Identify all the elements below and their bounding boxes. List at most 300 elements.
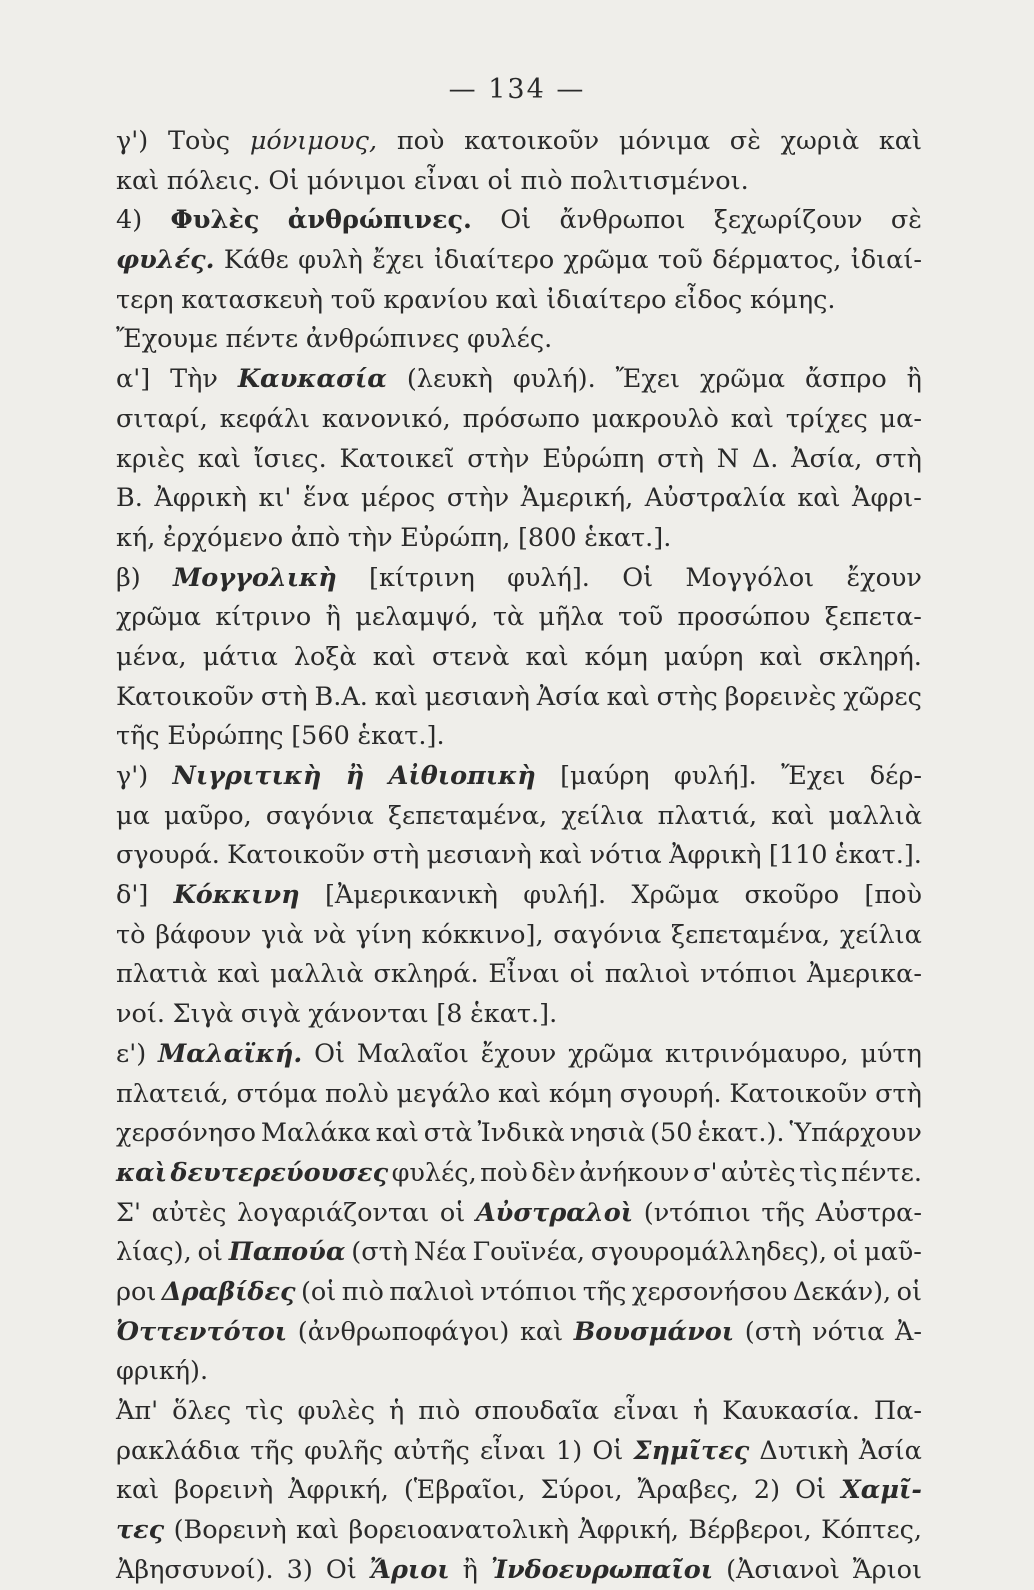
word: Ἀ-	[894, 1316, 922, 1347]
word: β)	[116, 562, 141, 593]
word: (στὴ	[351, 1237, 409, 1268]
word: στὴ	[875, 443, 922, 474]
word: τὴν	[347, 522, 393, 553]
word: παλιοὶ	[604, 959, 691, 990]
word: Δραβίδες	[161, 1276, 296, 1307]
word: μαῦρο,	[163, 800, 252, 831]
word: τοῦ	[330, 284, 376, 315]
word: παλιοὶ	[389, 1276, 475, 1307]
word: ἑκατ.].	[470, 999, 558, 1030]
word: τρίχες	[785, 403, 868, 434]
word: Ἀφρικὴ	[669, 840, 762, 871]
word: Μαλάκα	[260, 1118, 371, 1149]
word: (50	[650, 1118, 693, 1149]
word: Ἔχει	[615, 364, 681, 395]
word: χρῶμα	[699, 364, 785, 395]
word: Εὐρώπη	[542, 443, 645, 474]
word: καὶ	[797, 483, 841, 514]
word: λοξὰ	[293, 641, 357, 672]
word: κόμης.	[749, 284, 836, 315]
word: Οἱ	[592, 1435, 624, 1466]
text-line	[116, 797, 922, 837]
text-line	[116, 1035, 922, 1075]
word: φρική).	[116, 1356, 209, 1387]
word: [μαύρη	[560, 761, 650, 791]
text-line	[116, 1233, 922, 1273]
word: σκληρά.	[373, 959, 479, 990]
word: ἰδιαίτερο	[546, 284, 667, 315]
word: δ']	[116, 880, 149, 911]
word: κριὲς	[116, 443, 185, 474]
word: κόκκινο],	[421, 919, 544, 950]
word: λογαριάζονται	[237, 1197, 430, 1228]
word: δὲν	[531, 1157, 576, 1188]
text-line	[116, 479, 922, 519]
word: στὴ	[875, 1078, 922, 1109]
word: (στὴ	[744, 1316, 802, 1347]
word: πέντε.	[841, 1157, 922, 1188]
word: ἑκατ.].	[357, 721, 445, 752]
word: σγουρομάλληδες),	[590, 1237, 827, 1268]
word: δευτερεύουσες	[170, 1157, 389, 1188]
word: σγουρή.	[619, 1078, 722, 1109]
word: Ν	[716, 443, 739, 474]
word: Κόκκινη	[173, 880, 300, 911]
word: τὶς	[245, 1396, 284, 1426]
word: Ἰνδοευρωπαῖοι	[490, 1554, 714, 1585]
word: στενὰ	[431, 641, 510, 672]
word: Οἱ	[795, 1475, 826, 1506]
word: Κατοικεῖ	[339, 443, 455, 474]
word: Κόπτες,	[821, 1515, 922, 1546]
word: Ἀφρι-	[852, 483, 922, 514]
word: (οἱ	[300, 1276, 337, 1307]
word: Ἀσία	[858, 1435, 922, 1466]
word: Αὐστραλία	[644, 483, 786, 514]
word: μαύρη	[663, 641, 744, 672]
word: πολιτισμένοι.	[570, 165, 749, 196]
word: καὶ	[730, 403, 774, 434]
word: Οἱ	[325, 1554, 357, 1585]
word: μόνιμους,	[249, 126, 378, 156]
word: στὰ	[423, 1118, 473, 1149]
word: χείλια	[561, 800, 644, 831]
word: ἀνθρώπινες.	[287, 205, 472, 236]
word: κατασκευὴ	[181, 284, 324, 315]
word: τερη	[116, 284, 174, 315]
word: βορειοανατολικὴ	[348, 1515, 569, 1546]
word: εἶναι	[613, 1396, 680, 1426]
word: μελαμψό,	[355, 602, 479, 633]
word: Σημῖτες	[633, 1435, 750, 1466]
word: φυλές.	[467, 324, 553, 355]
word: Χρῶμα	[631, 880, 720, 911]
word: μέρος	[360, 483, 436, 514]
word: προσώπου	[677, 602, 811, 633]
word: πλατειά,	[116, 1078, 229, 1109]
word: Αὐστραλοὶ	[475, 1197, 634, 1228]
word: πρόσωπο	[462, 403, 580, 434]
word: νότια	[589, 840, 662, 871]
word: μάτια	[202, 641, 278, 672]
text-line	[116, 320, 922, 360]
word: Σιγὰ	[172, 999, 234, 1030]
word: Σύροι,	[540, 1475, 623, 1506]
text-line	[116, 717, 922, 757]
word: Μαλαϊκή.	[158, 1038, 303, 1069]
text-line	[116, 360, 922, 400]
word: πολὺ	[324, 1078, 389, 1109]
word: πιὸ	[418, 1396, 461, 1426]
word: Γουϊνέα,	[472, 1237, 586, 1268]
word: κεφάλι	[219, 403, 311, 434]
word: στὴ	[260, 681, 308, 712]
word: οἱ	[197, 1237, 223, 1268]
word: Πα-	[873, 1396, 922, 1426]
word: Ἄριοι	[369, 1554, 450, 1585]
word: εἶναι	[479, 1435, 546, 1466]
word: τες	[116, 1515, 165, 1546]
word: Παπούα	[228, 1237, 346, 1268]
word: α']	[116, 364, 151, 395]
word: Οἱ	[622, 562, 654, 593]
word: Β.	[116, 483, 143, 514]
word: καὶ	[116, 1475, 160, 1506]
word: σπουδαῖα	[474, 1396, 600, 1426]
word: καὶ	[217, 959, 261, 990]
word: σὲ	[729, 126, 761, 156]
word: Ἰνδικὰ	[477, 1118, 565, 1149]
word: πλατιὰ	[116, 959, 208, 990]
word: ρακλάδια	[116, 1435, 241, 1466]
word: (Ἑβραῖοι,	[403, 1475, 526, 1506]
word: Οἱ	[500, 205, 532, 236]
text-line	[116, 122, 922, 162]
word: Ἄραβες,	[637, 1475, 739, 1506]
word: στὴς	[656, 681, 718, 712]
word: 2)	[753, 1475, 781, 1506]
word: Βουσμάνοι	[573, 1316, 735, 1347]
word: καὶ	[497, 1078, 542, 1109]
word: αὐτὲς	[151, 1197, 227, 1228]
word: [800	[517, 522, 577, 553]
word: οἱ	[439, 1197, 466, 1228]
word: μεγάλο	[396, 1078, 491, 1109]
word: οἱ	[896, 1276, 922, 1307]
text-line	[116, 559, 922, 599]
word: πλατιά,	[657, 800, 758, 831]
word: ἴσιες.	[253, 443, 327, 474]
word: μένα,	[116, 641, 187, 672]
word: καὶ	[771, 800, 815, 831]
word: κή,	[116, 522, 156, 553]
word: Εὐρώπης	[167, 721, 284, 752]
word: Ἔχει	[781, 761, 846, 791]
word: Εὐρώπη,	[400, 522, 511, 553]
word: Δυτικὴ	[759, 1435, 849, 1466]
word: ἔχουν	[480, 1038, 557, 1069]
text-line	[116, 995, 922, 1035]
word: τὶς	[799, 1157, 838, 1188]
text-line	[116, 836, 922, 876]
word: βορεινὲς	[724, 681, 837, 712]
word: Χαμῖ-	[840, 1475, 922, 1506]
word: χῶρες	[843, 681, 922, 712]
word: νησιὰ	[569, 1118, 646, 1149]
word: Τοὺς	[167, 126, 231, 156]
text-line	[116, 1194, 922, 1234]
word: Ἀσία	[536, 681, 600, 712]
word: κίτρινο	[215, 602, 312, 633]
word: Ἔχουμε	[116, 324, 218, 355]
word: μακρουλὸ	[591, 403, 719, 434]
word: Δεκάν),	[792, 1276, 892, 1307]
text-line	[116, 876, 922, 916]
word: φυλὴ	[298, 245, 363, 276]
word: ἡ	[388, 1396, 405, 1426]
word: δέρματος,	[712, 245, 842, 276]
word: καὶ	[374, 681, 418, 712]
word: Ὑπάρχουν	[789, 1118, 922, 1149]
word: ποὺ	[480, 1157, 528, 1188]
word: καὶ	[296, 1515, 340, 1546]
word: (λευκὴ	[406, 364, 493, 395]
word: Ἀμερικα-	[806, 959, 922, 990]
word: ἀνήκουν	[579, 1157, 690, 1188]
word: Νέα	[413, 1237, 467, 1268]
word: μα-	[879, 403, 922, 434]
word: εἶδος	[674, 284, 743, 315]
word: ποὺ	[396, 126, 445, 156]
word: κόμη	[548, 1078, 612, 1109]
word: λίας),	[116, 1237, 192, 1268]
word: 4)	[116, 205, 143, 236]
word: μόνιμα	[618, 126, 711, 156]
word: ξεπεταμένα,	[670, 919, 831, 950]
word: καὶ	[759, 641, 803, 672]
word: ἑκατ.].	[584, 522, 672, 553]
word: μαλλιὰ	[270, 959, 364, 990]
word: νότια	[812, 1316, 885, 1347]
word: ἢ	[345, 761, 365, 791]
word: φυλῆς	[304, 1435, 384, 1466]
word: Ἀφρική,	[578, 1515, 679, 1546]
word: στὴν	[446, 483, 510, 514]
text-line	[116, 1392, 922, 1432]
text-line	[116, 400, 922, 440]
text-line	[116, 281, 922, 321]
word: στὴν	[467, 443, 530, 474]
word: Εἶναι	[488, 959, 560, 990]
word: Ἀσία,	[791, 443, 863, 474]
word: Κατοικοῦν	[729, 1078, 868, 1109]
text-line	[116, 638, 922, 678]
word: κρανίου	[383, 284, 488, 315]
word: ε')	[116, 1038, 147, 1069]
word: καὶ	[878, 126, 922, 156]
text-line	[116, 1551, 922, 1590]
word: Ἄριοι	[852, 1554, 922, 1585]
word: σαγόνια	[553, 919, 662, 950]
text-line	[116, 1313, 922, 1353]
text-line	[116, 1154, 922, 1194]
page-number: — 134 —	[448, 74, 586, 105]
word: στὴ	[657, 443, 704, 474]
word: ἑκατ.).	[697, 1118, 785, 1149]
word: μύτη	[860, 1038, 922, 1069]
word: [κίτρινη	[369, 562, 475, 593]
word: Καυκασία	[237, 364, 387, 395]
word: νὰ	[313, 919, 347, 950]
word: γιὰ	[261, 919, 304, 950]
word: οἱ	[487, 165, 513, 196]
word: Αἰθιοπικὴ	[388, 761, 536, 791]
word: δέρ-	[869, 761, 922, 791]
word: [Ἀμερικανικὴ	[324, 880, 498, 911]
word: ἔχουν	[846, 562, 922, 593]
word: Οἱ	[314, 1038, 345, 1069]
word: (ἀνθρωποφάγοι)	[297, 1316, 510, 1347]
word: ξεπετα-	[824, 602, 922, 633]
word: Αὐστρα-	[815, 1197, 922, 1228]
word: φυλές.	[116, 245, 215, 276]
word: τὸ	[116, 919, 146, 950]
word: (ντόπιοι	[643, 1197, 751, 1228]
word: κιτρινόμαυρο,	[664, 1038, 849, 1069]
text-line	[116, 1511, 922, 1551]
word: ἄσπρο	[804, 364, 887, 395]
word: ξεχωρίζουν	[713, 205, 863, 236]
text-line	[116, 440, 922, 480]
word: Ἀπ'	[116, 1396, 159, 1426]
word: μεσιανὴ	[424, 681, 530, 712]
word: Ἀμερική,	[520, 483, 634, 514]
word: σὲ	[890, 205, 922, 236]
word: ξεπεταμένα,	[388, 800, 548, 831]
word: Νιγριτικὴ	[172, 761, 322, 791]
word: ἕνα	[302, 483, 350, 514]
word: νοί.	[116, 999, 165, 1030]
word: ντόπιοι	[480, 1276, 578, 1307]
word: βάφουν	[155, 919, 252, 950]
word: χάνονται	[308, 999, 429, 1030]
word: γίνη	[355, 919, 412, 950]
text-line	[116, 598, 922, 638]
word: Ὀττεντότοι	[116, 1316, 288, 1347]
word: καὶ	[525, 641, 569, 672]
word: στὴ	[372, 840, 420, 871]
word: Κατοικοῦν	[116, 681, 255, 712]
word: χωριὰ	[780, 126, 860, 156]
word: γ')	[116, 761, 149, 791]
word: ἀνθρώπινες	[305, 324, 460, 355]
word: τῆς	[250, 1435, 294, 1466]
word: σιγὰ	[240, 999, 301, 1030]
word: [110	[768, 840, 828, 871]
word: Ἀφρικὴ	[154, 483, 247, 514]
word: καὶ	[116, 1157, 168, 1188]
word: σαγόνια	[265, 800, 374, 831]
text-line	[116, 1352, 922, 1392]
word: ἰδιαίτερο	[433, 245, 555, 276]
body-text	[116, 122, 922, 1590]
word: ντόπιοι	[700, 959, 798, 990]
word: Φυλὲς	[170, 205, 260, 236]
word: φυλή).	[512, 364, 596, 395]
word: φυλὲς	[297, 1396, 375, 1426]
word: 1)	[556, 1435, 583, 1466]
word: Μογγόλοι	[685, 562, 815, 593]
word: ἢ	[325, 602, 341, 633]
word: ἢ	[906, 364, 922, 395]
text-line	[116, 1273, 922, 1313]
word: Ἀβησσυνοί).	[116, 1554, 274, 1585]
word: Δ.	[751, 443, 779, 474]
word: καὶ	[116, 165, 160, 196]
word: πόλεις.	[166, 165, 261, 196]
word: μαλλιὰ	[828, 800, 922, 831]
word: μεσιανὴ	[426, 840, 532, 871]
word: φυλή].	[523, 880, 607, 911]
word: σιταρί,	[116, 403, 208, 434]
word: καὶ	[495, 284, 539, 315]
word: ἡ	[692, 1396, 709, 1426]
word: ροι	[116, 1276, 157, 1307]
word: (Βορεινὴ	[173, 1515, 287, 1546]
word: ἐρχόμενο	[162, 522, 284, 553]
word: [560	[291, 721, 350, 752]
word: φυλές,	[391, 1157, 477, 1188]
word: ὅλες	[172, 1396, 232, 1426]
word: χρῶμα	[116, 602, 202, 633]
word: χερσόνησο	[116, 1118, 256, 1149]
word: σκληρή.	[818, 641, 922, 672]
text-line	[116, 241, 922, 281]
word: καὶ	[375, 1118, 419, 1149]
word: τῆς	[582, 1276, 627, 1307]
word: βορεινὴ	[174, 1475, 274, 1506]
word: καὶ	[519, 1316, 564, 1347]
word: Τὴν	[170, 364, 218, 395]
word: Ἀφρική,	[288, 1475, 389, 1506]
word: πιὸ	[520, 165, 563, 196]
word: μαῦ-	[864, 1237, 922, 1268]
word: [ποὺ	[864, 880, 922, 911]
word: μῆλα	[538, 602, 604, 633]
word: καὶ	[372, 641, 416, 672]
word: σγουρά.	[116, 840, 220, 871]
word: [8	[436, 999, 463, 1030]
word: γ')	[116, 126, 149, 156]
text-line	[116, 955, 922, 995]
word: καὶ	[539, 840, 583, 871]
word: αὐτὲς	[720, 1157, 796, 1188]
word: κανονικό,	[321, 403, 451, 434]
text-line	[116, 1471, 922, 1511]
word: τὰ	[492, 602, 525, 633]
text-line	[116, 916, 922, 956]
word: φυλή].	[507, 562, 590, 593]
word: καὶ	[606, 681, 650, 712]
text-line	[116, 519, 922, 559]
word: κόμη	[584, 641, 648, 672]
text-line	[116, 757, 922, 797]
word: χείλια	[839, 919, 922, 950]
word: τῆς	[761, 1197, 806, 1228]
word: τοῦ	[657, 245, 703, 276]
word: χρῶμα	[563, 245, 649, 276]
word: κατοικοῦν	[464, 126, 600, 156]
